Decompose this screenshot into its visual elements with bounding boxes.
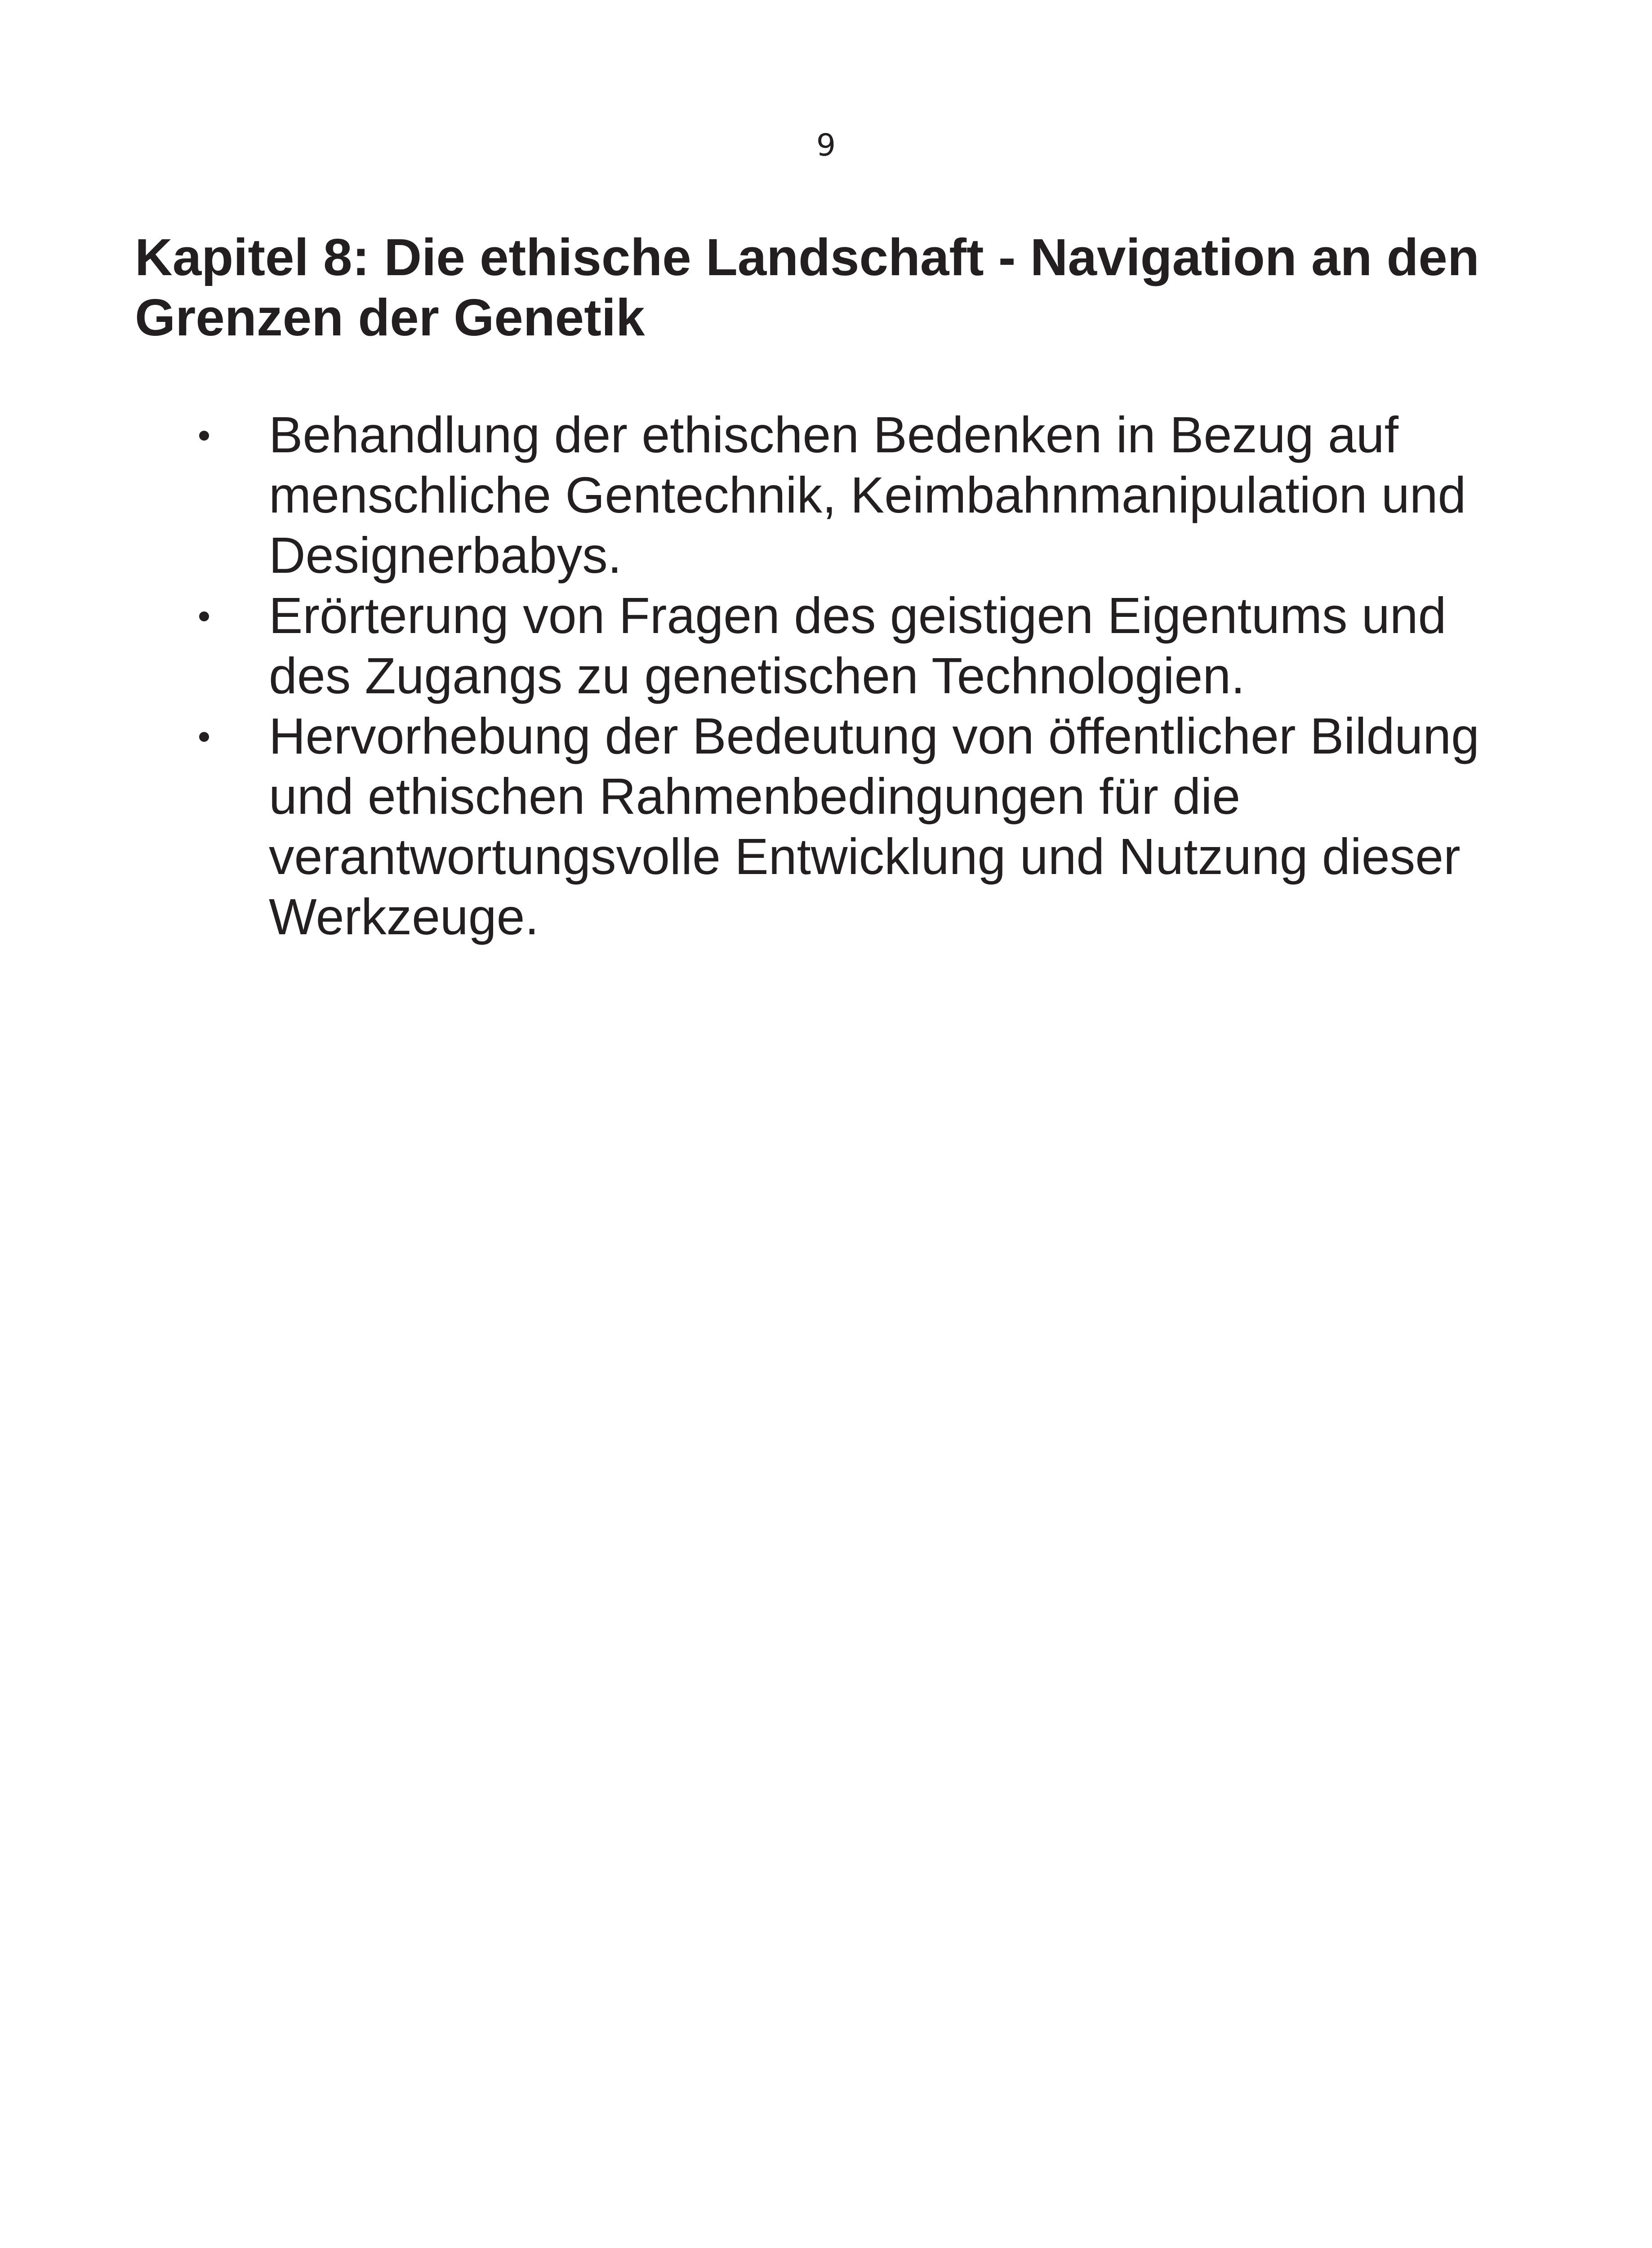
bullet-icon	[199, 611, 209, 621]
bullet-icon	[199, 431, 209, 441]
list-item-text: Behandlung der ethischen Bedenken in Bezug auf menschliche Gentechnik, Keimbahnmanipulation und Designerbabys.	[269, 406, 1466, 584]
list-item	[0, 405, 1652, 585]
page-number: 9	[816, 128, 836, 163]
list-item-text: Erörterung von Fragen des geistigen Eigentums und des Zugangs zu genetischen Technologien.	[269, 587, 1447, 704]
list-item	[0, 585, 1652, 706]
list-item	[0, 706, 1652, 947]
list-item-text: Hervorhebung der Bedeutung von öffentlicher Bildung und ethischen Rahmenbedingungen für die verantwortungsvolle Entwicklung und Nutzung dieser Werkzeuge.	[269, 708, 1479, 945]
bullet-list	[0, 405, 1652, 947]
chapter-title: Kapitel 8: Die ethische Landschaft - Navigation an den Grenzen der Genetik	[135, 228, 1479, 347]
bullet-icon	[199, 732, 209, 742]
